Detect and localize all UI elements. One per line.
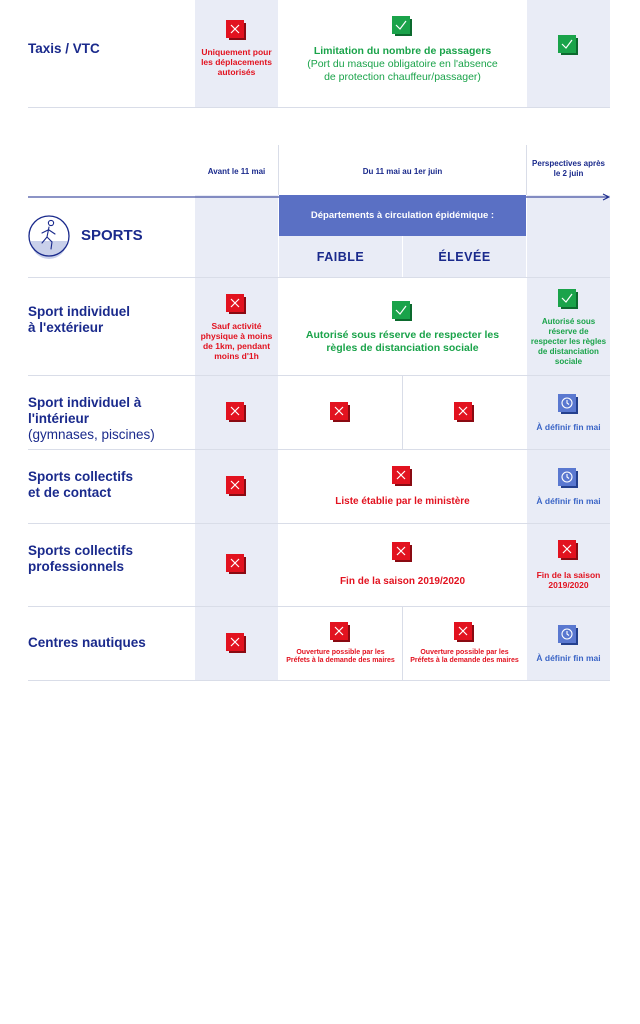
cross-icon bbox=[454, 622, 476, 644]
divider bbox=[402, 236, 403, 277]
check-icon bbox=[392, 16, 414, 38]
collective-during-note: Liste établie par le ministère bbox=[335, 495, 470, 507]
pro-before-cell bbox=[195, 524, 278, 606]
indoor-before-cell bbox=[195, 376, 278, 449]
sports-title: SPORTS bbox=[81, 227, 143, 244]
indoor-label-main: Sport individuel à l'intérieur bbox=[28, 395, 142, 426]
cross-icon bbox=[226, 402, 248, 424]
level-low-header: FAIBLE bbox=[279, 236, 402, 277]
cross-icon bbox=[226, 294, 248, 316]
collective-after-cell bbox=[527, 450, 610, 523]
header-after: Perspectives après le 2 juin bbox=[532, 159, 605, 178]
cross-icon bbox=[392, 542, 414, 564]
taxis-during-sub: (Port du masque obligatoire en l'absence de protection chauffeur/passager) bbox=[307, 58, 498, 83]
outdoor-during-cell bbox=[279, 288, 526, 368]
nautical-low-cell bbox=[279, 607, 402, 680]
divider bbox=[28, 523, 610, 524]
cross-icon bbox=[558, 540, 580, 562]
indoor-after-note: À définir fin mai bbox=[536, 421, 601, 432]
pro-after-note: Fin de la saison 2019/2020 bbox=[536, 570, 601, 590]
header-during: Du 11 mai au 1er juin bbox=[362, 167, 443, 176]
pro-during-note: Fin de la saison 2019/2020 bbox=[339, 576, 466, 587]
indoor-after-cell bbox=[527, 376, 610, 449]
outdoor-label: Sport individuel à l'extérieur bbox=[28, 304, 131, 335]
pro-during-cell bbox=[279, 530, 526, 600]
taxis-during-main: Limitation du nombre de passagers bbox=[313, 45, 492, 57]
divider bbox=[28, 680, 610, 681]
nautical-high-note: Ouverture possible par les Préfets à la demande des maires bbox=[410, 649, 519, 664]
cross-icon bbox=[454, 402, 476, 424]
nautical-low-note: Ouverture possible par les Préfets à la demande des maires bbox=[286, 649, 395, 664]
nautical-before-cell bbox=[195, 607, 278, 680]
outdoor-after-note: Autorisé sous réserve de respecter les règles de distanciation sociale bbox=[530, 316, 607, 366]
header-before: Avant le 11 mai bbox=[207, 167, 266, 176]
cross-icon bbox=[226, 476, 248, 498]
outdoor-during-note: Autorisé sous réserve de respecter les règles de distanciation sociale bbox=[305, 329, 500, 354]
cross-icon bbox=[226, 633, 248, 655]
collective-label: Sports collectifs et de contact bbox=[28, 469, 134, 500]
indoor-high-cell bbox=[403, 376, 526, 449]
nautical-label: Centres nautiques bbox=[28, 635, 146, 650]
runner-icon bbox=[27, 211, 71, 261]
indoor-low-cell bbox=[279, 376, 402, 449]
level-high-header: ÉLEVÉE bbox=[403, 236, 526, 277]
divider bbox=[526, 145, 527, 195]
collective-after-note: À définir fin mai bbox=[536, 495, 601, 506]
check-icon bbox=[558, 289, 580, 311]
collective-during-cell bbox=[279, 450, 526, 523]
outdoor-after-cell bbox=[527, 285, 610, 370]
clock-icon bbox=[558, 468, 580, 490]
divider bbox=[28, 107, 610, 108]
taxis-during-cell bbox=[279, 10, 526, 90]
nautical-after-cell bbox=[527, 607, 610, 680]
epidemic-banner: Départements à circulation épidémique : bbox=[279, 195, 526, 236]
cross-icon bbox=[392, 466, 414, 488]
clock-icon bbox=[558, 394, 580, 416]
cross-icon bbox=[226, 20, 248, 42]
taxis-before-cell bbox=[195, 8, 278, 88]
cross-icon bbox=[330, 622, 352, 644]
collective-before-cell bbox=[195, 450, 278, 523]
taxis-before-note: Uniquement pour les déplacements autorisés bbox=[201, 46, 272, 77]
outdoor-before-note: Sauf activité physique à moins de 1km, pendant moins d'1h bbox=[200, 321, 273, 361]
divider bbox=[28, 277, 610, 278]
nautical-high-cell bbox=[403, 607, 526, 680]
cross-icon bbox=[226, 554, 248, 576]
indoor-label bbox=[28, 395, 193, 443]
pro-label: Sports collectifs professionnels bbox=[28, 543, 134, 574]
indoor-label-sub: (gymnases, piscines) bbox=[28, 427, 155, 442]
cross-icon bbox=[330, 402, 352, 424]
taxis-after-cell bbox=[527, 26, 610, 66]
taxis-label: Taxis / VTC bbox=[28, 41, 100, 56]
clock-icon bbox=[558, 625, 580, 647]
outdoor-before-cell bbox=[195, 285, 278, 370]
pro-after-cell bbox=[527, 524, 610, 606]
check-icon bbox=[558, 35, 580, 57]
nautical-after-note: À définir fin mai bbox=[536, 652, 601, 663]
check-icon bbox=[392, 301, 414, 323]
